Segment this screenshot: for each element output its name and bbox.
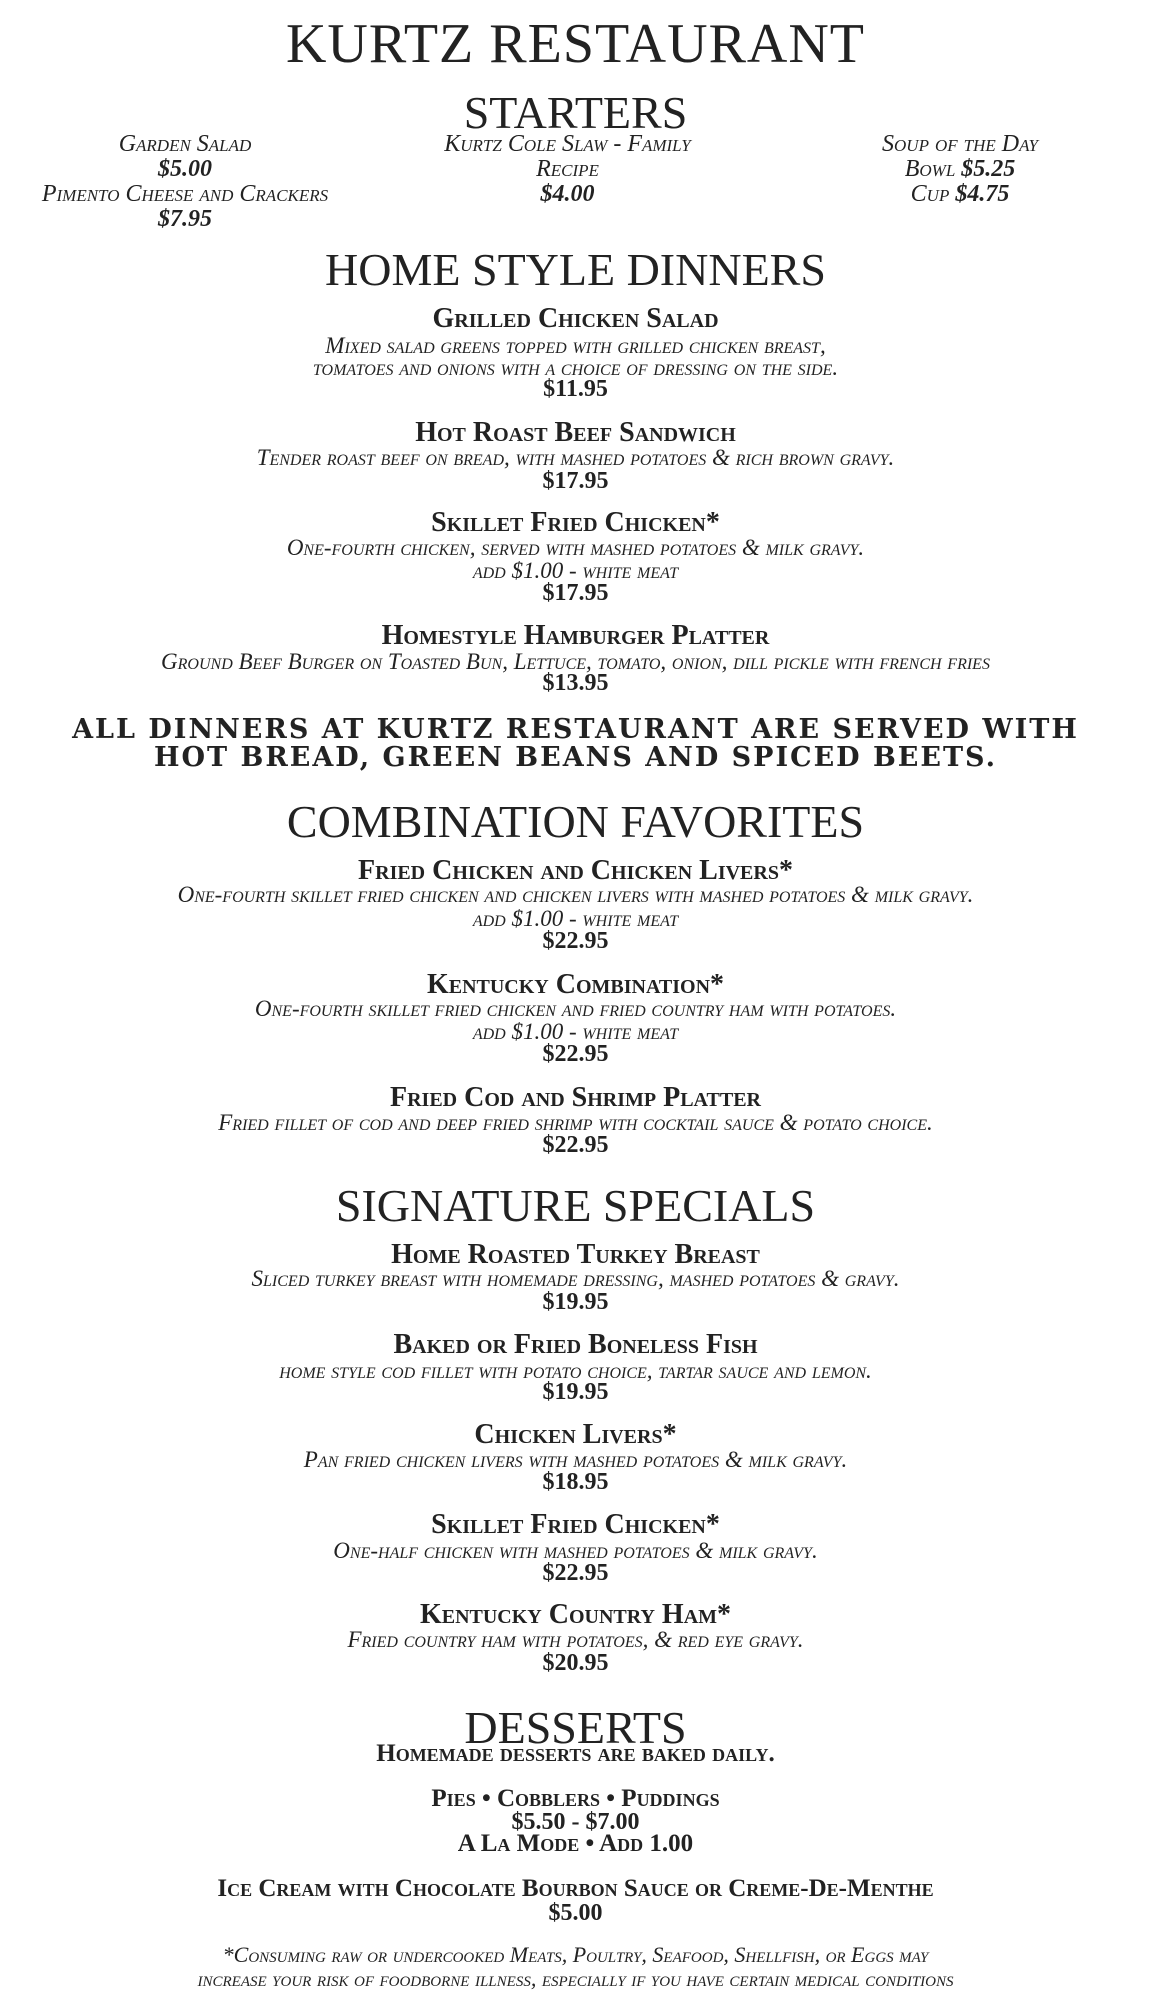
combination-heading: COMBINATION FAVORITES	[286, 796, 865, 847]
starter-name: Soup of the Day	[882, 131, 1038, 157]
menu-item-description: add $1.00 - white meat	[472, 906, 679, 931]
notice-line: HOT BREAD, GREEN BEANS AND SPICED BEETS.	[154, 742, 997, 773]
food-safety-disclaimer	[0, 1943, 1151, 1991]
desserts-subheading: Homemade desserts are baked daily.	[376, 1740, 775, 1767]
menu-item-name: Kentucky Country Ham*	[419, 1599, 732, 1630]
menu-item-name: Fried Cod and Shrimp Platter	[390, 1082, 761, 1113]
dessert-price: $5.00	[548, 1900, 603, 1926]
starters-right-column	[820, 132, 1100, 207]
disclaimer-line: increase your risk of foodborne illness, especially if you have certain medical conditions	[197, 1966, 954, 1991]
menu-item-price: $17.95	[542, 580, 609, 606]
menu-item-description: One-fourth skillet fried chicken and fried country ham with potatoes.	[254, 996, 897, 1021]
dessert-item-line: Pies • Cobblers • Puddings	[431, 1785, 720, 1812]
starter-price: $7.95	[158, 206, 212, 232]
notice-line: ALL DINNERS AT KURTZ RESTAURANT ARE SERVED WITH	[72, 714, 1079, 745]
menu-item-price: $22.95	[542, 1132, 609, 1158]
menu-item-price: $13.95	[542, 670, 609, 696]
menu-item-name: Fried Chicken and Chicken Livers*	[358, 855, 793, 886]
starter-price: $4.00	[540, 181, 595, 207]
bowl-price: $5.25	[961, 156, 1016, 182]
dessert-item-line: A La Mode • Add 1.00	[457, 1830, 694, 1857]
dessert-item-line: Ice Cream with Chocolate Bourbon Sauce or Creme-De-Menthe	[217, 1875, 934, 1902]
starters-left-column	[0, 132, 370, 232]
starter-price: $5.00	[158, 156, 212, 182]
starters-middle-column	[400, 132, 735, 207]
menu-item-description: One-fourth skillet fried chicken and chicken livers with mashed potatoes & milk gravy.	[177, 882, 974, 907]
menu-item-price: $19.95	[542, 1379, 609, 1405]
cup-label: Cup	[910, 181, 950, 207]
menu-item-price: $18.95	[542, 1469, 609, 1495]
signature-heading: SIGNATURE SPECIALS	[335, 1180, 816, 1231]
menu-item-name: Skillet Fried Chicken*	[431, 1509, 720, 1540]
dinners-served-with-notice	[0, 716, 1151, 772]
home-style-heading: HOME STYLE DINNERS	[325, 244, 826, 295]
menu-item-description: add $1.00 - white meat	[472, 558, 679, 583]
menu-item-description: Fried country ham with potatoes, & red eye gravy.	[347, 1627, 804, 1652]
desserts-heading: DESSERTS	[464, 1702, 687, 1753]
menu-item-description: tomatoes and onions with a choice of dressing on the side.	[312, 355, 839, 380]
menu-item-name: Baked or Fried Boneless Fish	[393, 1329, 758, 1360]
menu-item-description: One-fourth chicken, served with mashed potatoes & milk gravy.	[286, 535, 865, 560]
starter-name: Recipe	[536, 156, 599, 182]
starter-bowl-row	[820, 157, 1100, 182]
menu-item-name: Home Roasted Turkey Breast	[391, 1239, 760, 1270]
restaurant-title: KURTZ RESTAURANT	[285, 13, 866, 75]
cup-price: $4.75	[955, 181, 1010, 207]
menu-item-name: Homestyle Hamburger Platter	[381, 620, 770, 651]
menu-item-name: Hot Roast Beef Sandwich	[415, 417, 736, 448]
menu-item-description: add $1.00 - white meat	[472, 1019, 679, 1044]
menu-item-price: $19.95	[542, 1289, 609, 1315]
starters-heading: STARTERS	[463, 87, 688, 138]
starter-cup-row	[820, 182, 1100, 207]
menu-item-price: $22.95	[542, 1041, 609, 1067]
menu-item-description: One-half chicken with mashed potatoes & milk gravy.	[333, 1538, 818, 1563]
menu-item-price: $11.95	[543, 376, 608, 402]
starter-name: Pimento Cheese and Crackers	[41, 181, 329, 207]
menu-item-name: Chicken Livers*	[474, 1419, 677, 1450]
menu-item-description: Mixed salad greens topped with grilled chicken breast,	[325, 333, 826, 358]
menu-item-description: Ground Beef Burger on Toasted Bun, Lettuce, tomato, onion, dill pickle with french fries	[161, 649, 990, 674]
bowl-label: Bowl	[904, 156, 956, 182]
menu-item-description: Pan fried chicken livers with mashed potatoes & milk gravy.	[303, 1447, 848, 1472]
menu-item-description: Sliced turkey breast with homemade dressing, mashed potatoes & gravy.	[251, 1266, 900, 1291]
menu-item-description: Fried fillet of cod and deep fried shrimp with cocktail sauce & potato choice.	[218, 1110, 933, 1135]
menu-item-description: Tender roast beef on bread, with mashed potatoes & rich brown gravy.	[256, 445, 895, 470]
menu-item-price: $22.95	[542, 928, 609, 954]
starter-name: Garden Salad	[118, 131, 252, 157]
menu-item-price: $22.95	[542, 1560, 609, 1586]
menu-item-name: Skillet Fried Chicken*	[431, 507, 720, 538]
dessert-price: $5.50 - $7.00	[511, 1809, 640, 1835]
menu-item-description: home style cod fillet with potato choice, tartar sauce and lemon.	[279, 1358, 872, 1383]
menu-item-price: $17.95	[542, 468, 609, 494]
disclaimer-line: *Consuming raw or undercooked Meats, Poultry, Seafood, Shellfish, or Eggs may	[222, 1942, 929, 1967]
menu-item-price: $20.95	[542, 1650, 609, 1676]
starter-name: Kurtz Cole Slaw - Family	[444, 131, 691, 157]
menu-item-name: Grilled Chicken Salad	[432, 303, 719, 334]
menu-item-name: Kentucky Combination*	[426, 969, 725, 1000]
